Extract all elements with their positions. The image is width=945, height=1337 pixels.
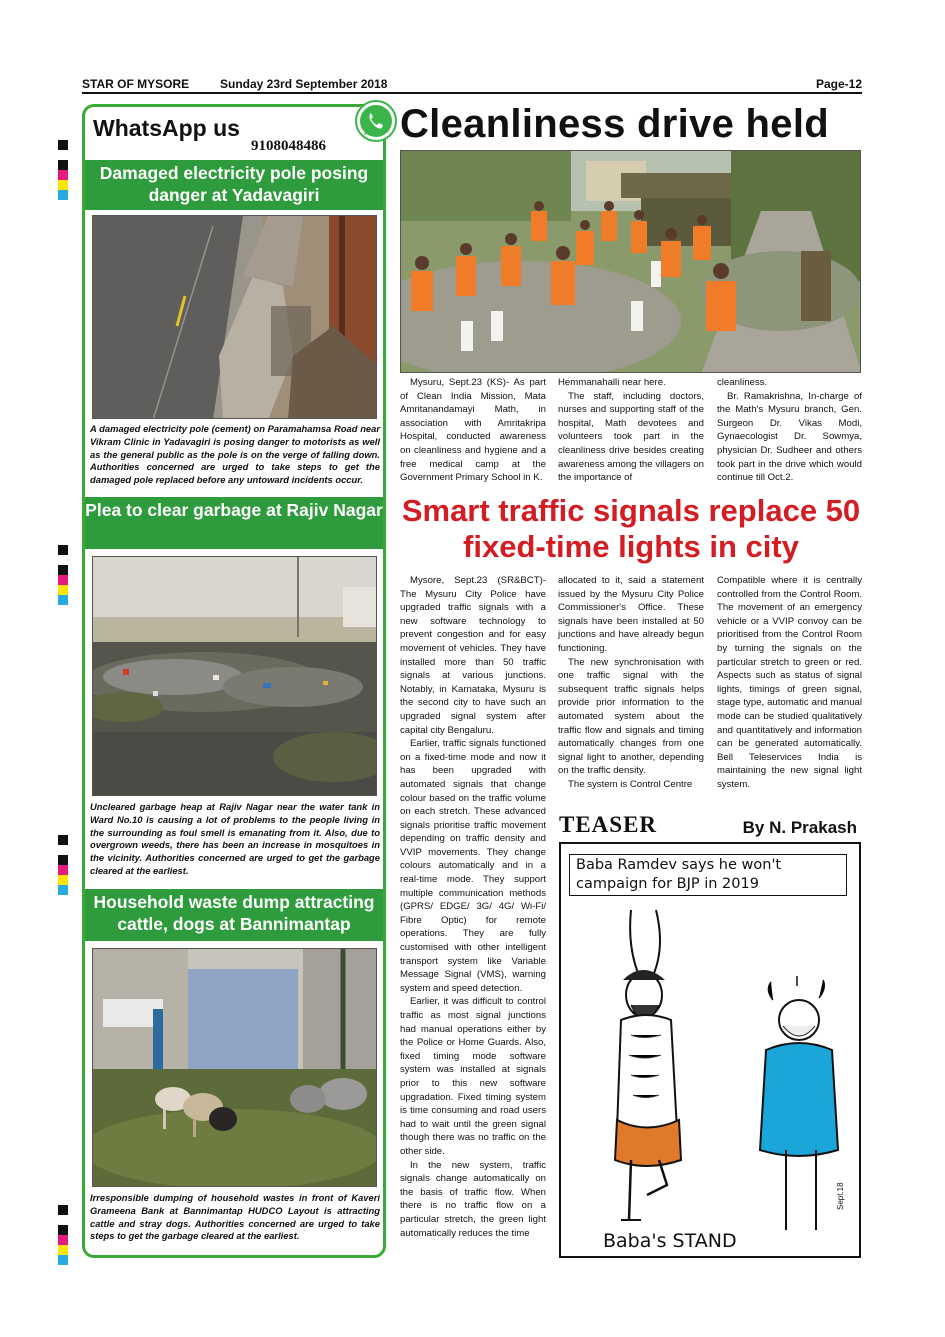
story2-column-2 bbox=[558, 574, 704, 792]
story1-paragraph: Mysuru, Sept.23 (KS)- As part of Clean India Mission, Mata Amritanandamayi Math, in association with Amritakripa Hospital, conducted awareness on cleanliness and hygiene and a free medical camp at the Government Primary School in K. bbox=[400, 377, 546, 484]
headline-cleanliness: Cleanliness drive held bbox=[400, 102, 829, 146]
caption-pole: A damaged electricity pole (cement) on Paramahamsa Road near Vikram Clinic in Yadavagiri is posing danger to motorists as well as the general public as the pole is on the verge of falling down. Authorities concerned are urged to take steps to get the damaged pole replaced before any untoward incidents occur. bbox=[90, 423, 380, 486]
story2-paragraph: allocated to it, said a statement issued by the Mysuru City Police Commissioner's Office. These signals have been installed at 50 junctions and have already begun functioning. bbox=[558, 575, 704, 654]
story1-paragraph: Hemmanahalli near here. bbox=[558, 377, 666, 388]
cartoon-punchline: Baba's STAND bbox=[603, 1230, 737, 1252]
teaser-cartoon-box bbox=[557, 812, 863, 1258]
whatsapp-icon bbox=[355, 100, 397, 142]
registration-marks bbox=[58, 835, 68, 895]
page-header bbox=[82, 76, 862, 94]
whatsapp-title: WhatsApp us bbox=[93, 115, 240, 141]
story1-column-3 bbox=[717, 376, 862, 485]
story-headline-pole: Damaged electricity pole posing danger at Yadavagiri bbox=[85, 160, 383, 210]
story2-column-1 bbox=[400, 574, 546, 1240]
registration-marks bbox=[58, 140, 68, 200]
story2-paragraph: Mysore, Sept.23 (SR&BCT)- The Mysuru City Police have upgraded traffic signals with a new software technology to prevent congestion and for easy movement of vehicles. They have installed more than 50 traffic signals at various junctions. Notably, in Karnataka, Mysuru is the second city to have such an upgraded signal system after capital city Bengaluru. bbox=[400, 575, 546, 736]
photo-cleanliness-drive bbox=[400, 150, 861, 373]
page-number: Page-12 bbox=[815, 77, 862, 91]
photo-damaged-pole bbox=[92, 215, 377, 419]
newspaper-name: STAR OF MYSORE bbox=[82, 77, 190, 91]
story2-paragraph: In the new system, traffic signals change automatically on the basis of traffic flow. When there is no traffic flow on a particular stretch, the green light automatically reduces the time bbox=[400, 1159, 546, 1239]
story2-paragraph: Earlier, it was difficult to control traffic as most signal junctions had manual operations either by the Police or Home Guards. Also, fixed timing mode software system was installed at signals prior to this new software upgradation. Fixed timing system is time consuming and road users had to wait until the green signal though there was no traffic on the other side. bbox=[400, 996, 546, 1157]
registration-marks bbox=[58, 545, 68, 605]
story-headline-bannimantap: Household waste dump attracting cattle, dogs at Bannimantap bbox=[85, 889, 383, 941]
story2-paragraph: The new synchronisation with one traffic signal with the subsequent traffic signals helps provide prior information to the automated system about the traffic flow and signals and timing automatically changes from one signal light to another, depending on the traffic density. bbox=[558, 656, 704, 777]
cartoon-signature: Sept.18 bbox=[836, 1182, 845, 1210]
story1-paragraph: Br. Ramakrishna, In-charge of the Math's Mysuru branch, Gen. Surgeon Dr. Vikas Modi, Gynaecologist Dr. Sowmya, physician Dr. Sudheer and others took part in the drive which would continue till Oct.2. bbox=[717, 390, 862, 484]
registration-marks bbox=[58, 1205, 68, 1265]
story2-paragraph: Compatible where it is centrally controlled from the Control Room. The movement of an emergency vehicle or a VVIP convoy can be prioritised from the Control Room by turning the signals on the particular stretch to green or red. Aspects such as status of signal lights, timings of green signal, stage type, automatic and manual mode can be studied qualitatively and quantitatively and information can be generated automatically. Bell Teleservices India is maintaining the new signal light system. bbox=[717, 575, 862, 790]
caption-cattle: Irresponsible dumping of household wastes in front of Kaveri Grameena Bank at Bannimantap HUDCO Layout is attracting cattle and stray dogs. Authorities concerned are urged to take steps to get the garbage cleared at the earliest. bbox=[90, 1192, 380, 1242]
story2-paragraph: The system is Control Centre bbox=[568, 778, 693, 790]
story2-paragraph: Earlier, traffic signals functioned on a fixed-time mode and now it has been upgraded with automated signals that change colour based on the traffic volume on each stretch. These advanced signals prioritise traffic movement depending on traffic density and VVIP movements. They change colours automatically and in a real-time mode. They support multiple communication methods (GPRS/ EDGE/ 3G/ 4G/ Wi-Fi/ Fibre Optic) for remote operations. They are fully customised with other intelligent transport system like Variable Message Signal (VMS), warning system and speed detection. bbox=[400, 738, 546, 994]
caption-garbage: Uncleared garbage heap at Rajiv Nagar near the water tank in Ward No.10 is causing a lot of problems to the people living in the surrounding as foul smell is emanating from it. Also, due to overgrown weeds, there has been an increase in mosquitoes in the vicinity. Authorities concerned are urged to get the garbage cleared at the earliest. bbox=[90, 801, 380, 876]
story1-column-2 bbox=[558, 376, 704, 485]
issue-date: Sunday 23rd September 2018 bbox=[220, 77, 388, 91]
story1-paragraph: The staff, including doctors, nurses and supporting staff of the hospital, Math devotees and volunteers took part in the cleanliness drive besides creating awareness among the villagers on the importance of bbox=[558, 390, 704, 484]
story1-column-1 bbox=[400, 376, 546, 485]
cartoon-panel bbox=[559, 842, 861, 1258]
story1-paragraph: cleanliness. bbox=[717, 377, 768, 388]
teaser-label: TEASER bbox=[559, 812, 658, 837]
cartoon-caption: Baba Ramdev says he won't campaign for BJP in 2019 bbox=[569, 854, 847, 896]
cartoon-drawing bbox=[561, 900, 859, 1230]
story-headline-garbage: Plea to clear garbage at Rajiv Nagar bbox=[85, 497, 383, 549]
cartoon-byline: By N. Prakash bbox=[742, 818, 857, 837]
whatsapp-number: 9108048486 bbox=[251, 138, 326, 154]
story2-column-3 bbox=[717, 574, 862, 792]
headline-traffic-signals: Smart traffic signals replace 50 fixed-time lights in city bbox=[401, 493, 861, 564]
photo-cattle-waste bbox=[92, 948, 377, 1187]
photo-garbage-rajiv-nagar bbox=[92, 556, 377, 796]
whatsapp-sidebar bbox=[82, 104, 386, 1258]
